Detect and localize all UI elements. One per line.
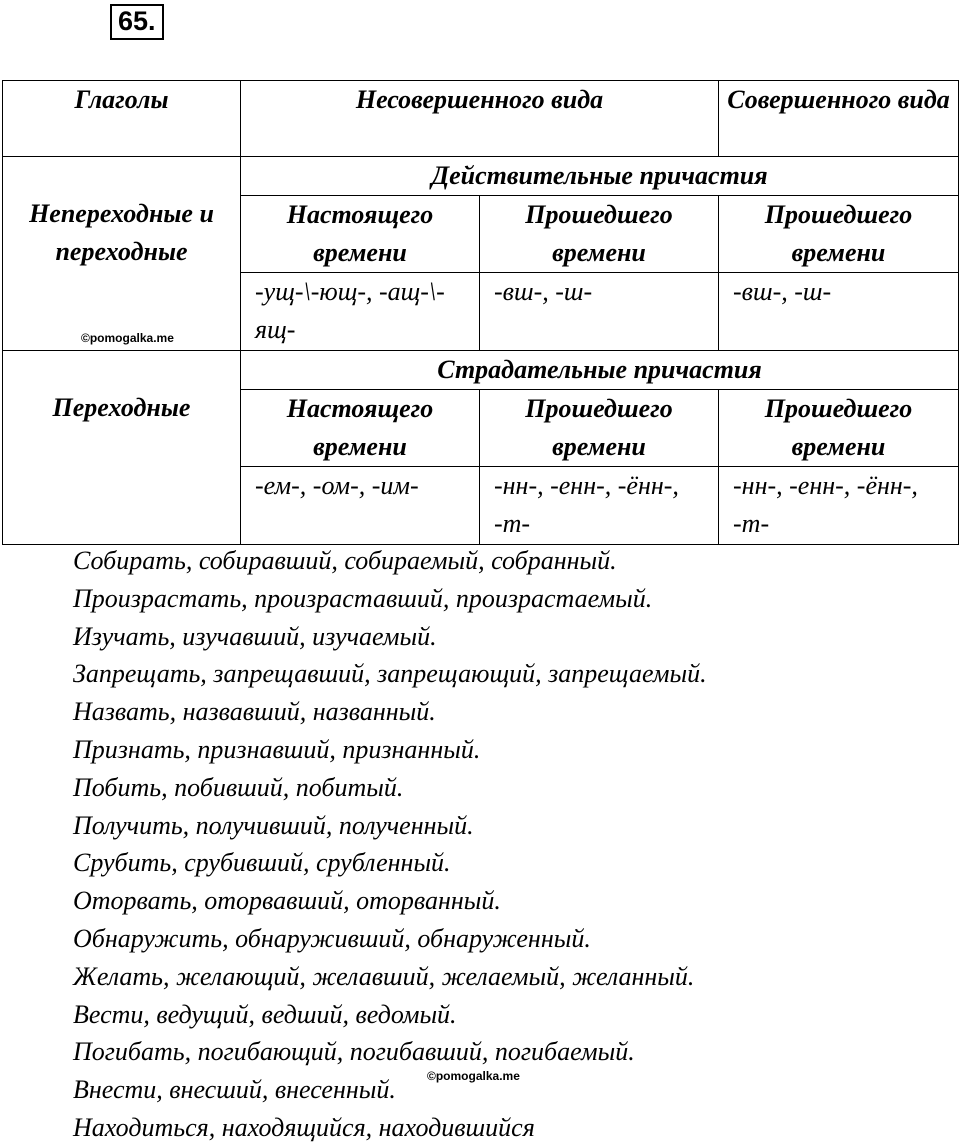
row-label-intransitive-transitive	[3, 157, 241, 351]
list-item: Срубить, срубивший, срубленный.	[73, 848, 451, 878]
active-past-perfective-header: Прошедшего времени	[719, 196, 959, 273]
header-verbs: Глаголы	[3, 81, 241, 157]
watermark: ©pomogalka.me	[427, 1069, 520, 1083]
list-item: Обнаружить, обнаруживший, обнаруженный.	[73, 923, 591, 953]
passive-participles-title: Страдательные причастия	[241, 351, 959, 390]
row-label-text: Переходные	[52, 393, 191, 422]
participle-suffix-table	[2, 80, 959, 545]
list-item: Желать, желающий, желавший, желаемый, желанный.	[73, 961, 695, 991]
list-item: Внести, внесший, внесенный.	[73, 1075, 396, 1105]
active-present-suffixes: -ущ-\-ющ-, -ащ-\-ящ-	[241, 273, 480, 351]
list-item: Признать, признавший, признанный.	[73, 734, 481, 764]
active-past-imperfective-header: Прошедшего времени	[480, 196, 719, 273]
list-item: Изучать, изучавший, изучаемый.	[73, 621, 437, 651]
passive-past-perfective-suffixes: -нн-, -енн-, -ённ-, -т-	[719, 467, 959, 545]
passive-past-perfective-header: Прошедшего времени	[719, 390, 959, 467]
active-present-header: Настоящего времени	[241, 196, 480, 273]
passive-past-imperfective-suffixes: -нн-, -енн-, -ённ-, -т-	[480, 467, 719, 545]
list-item: Находиться, находящийся, находившийся	[73, 1112, 535, 1142]
list-item: Погибать, погибающий, погибавший, погибаемый.	[73, 1037, 635, 1067]
list-item: Произрастать, произраставший, произрастаемый.	[73, 583, 653, 613]
exercise-number: 65.	[110, 4, 164, 40]
list-item: Побить, побивший, побитый.	[73, 772, 404, 802]
passive-present-header: Настоящего времени	[241, 390, 480, 467]
list-item: Получить, получивший, полученный.	[73, 810, 474, 840]
list-item: Вести, ведущий, ведший, ведомый.	[73, 999, 457, 1029]
header-imperfective: Несовершенного вида	[241, 81, 719, 157]
passive-past-imperfective-header: Прошедшего времени	[480, 390, 719, 467]
passive-present-suffixes: -ем-, -ом-, -им-	[241, 467, 480, 545]
header-perfective: Совершенного вида	[719, 81, 959, 157]
row-label-transitive	[3, 351, 241, 545]
active-past-perfective-suffixes: -вш-, -ш-	[719, 273, 959, 351]
verb-forms-list	[73, 542, 707, 1147]
list-item: Собирать, собиравший, собираемый, собранный.	[73, 546, 617, 575]
watermark: ©pomogalka.me	[81, 331, 174, 345]
list-item: Запрещать, запрещавший, запрещающий, запрещаемый.	[73, 659, 707, 689]
active-past-imperfective-suffixes: -вш-, -ш-	[480, 273, 719, 351]
active-participles-title: Действительные причастия	[241, 157, 959, 196]
list-item: Оторвать, оторвавший, оторванный.	[73, 886, 501, 916]
list-item: Назвать, назвавший, названный.	[73, 697, 436, 727]
row-label-text: Непереходные и переходные	[29, 199, 214, 266]
